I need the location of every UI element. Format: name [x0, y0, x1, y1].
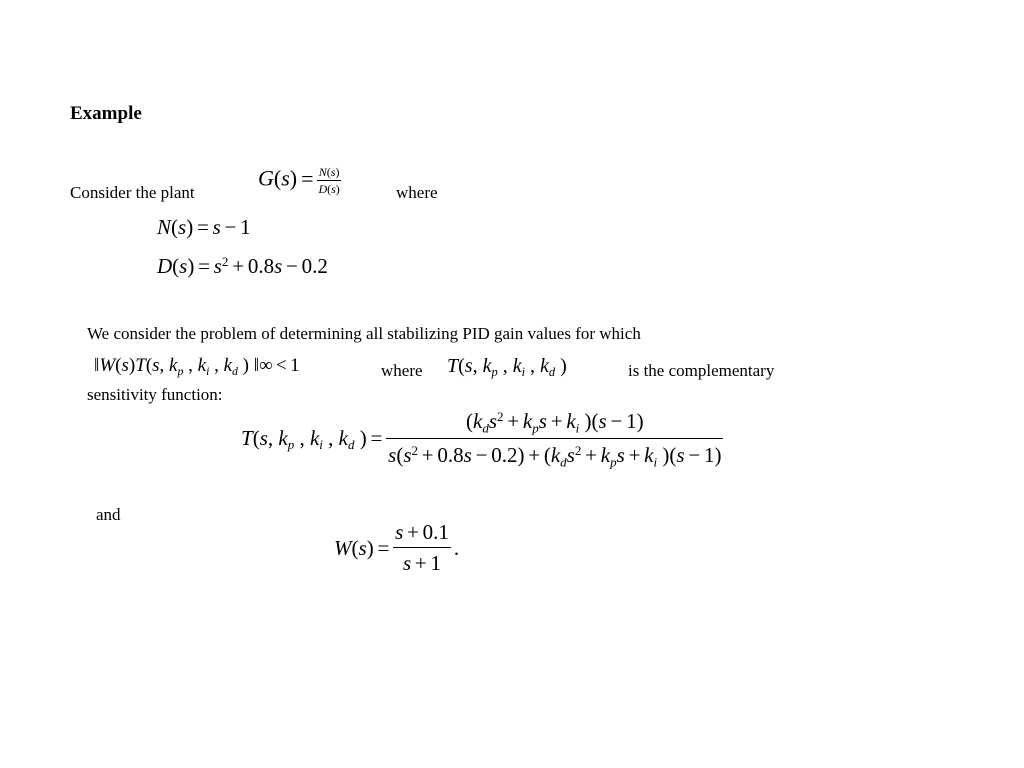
complementary-text: is the complementary	[628, 361, 775, 380]
intro-text: Consider the plant	[70, 183, 195, 202]
norm-where: where	[381, 361, 423, 380]
numerator-polynomial: N(s) = s − 1	[157, 215, 251, 239]
problem-statement: We consider the problem of determining all stabilizing PID gain values for which	[87, 324, 641, 343]
plant-equation: G(s) = $\frac{N(s)}{D(s)}$	[258, 165, 340, 196]
and-text: and	[96, 505, 121, 524]
denominator-polynomial: $D(s) = s^2 + 0.8s - 0.2$	[157, 254, 328, 279]
t-equation: T(s, $k_p$ , $k_i$ , $k_d$ ) = $\frac{(k_ds^2 + k_ps + k_i )(s - 1)}{s(s^2 + 0.8s - 0.2) + (k_ds^2 + k_ps + k_i )(s - 1)}$	[241, 409, 722, 470]
w-equation: W(s) = $\frac{s + 0.1}{s + 1}$ .	[334, 520, 460, 575]
example-heading: Example	[70, 103, 142, 124]
intro-where: where	[396, 183, 438, 202]
t-function-label: T(s, $k_p$ , $k_i$ , $k_d$ )	[447, 355, 567, 379]
sensitivity-text: sensitivity function:	[87, 385, 223, 404]
norm-inequality: ‖W(s)T(s, $k_p$ , $k_i$ , $k_d$ ) ‖∞ < 1	[94, 355, 300, 378]
